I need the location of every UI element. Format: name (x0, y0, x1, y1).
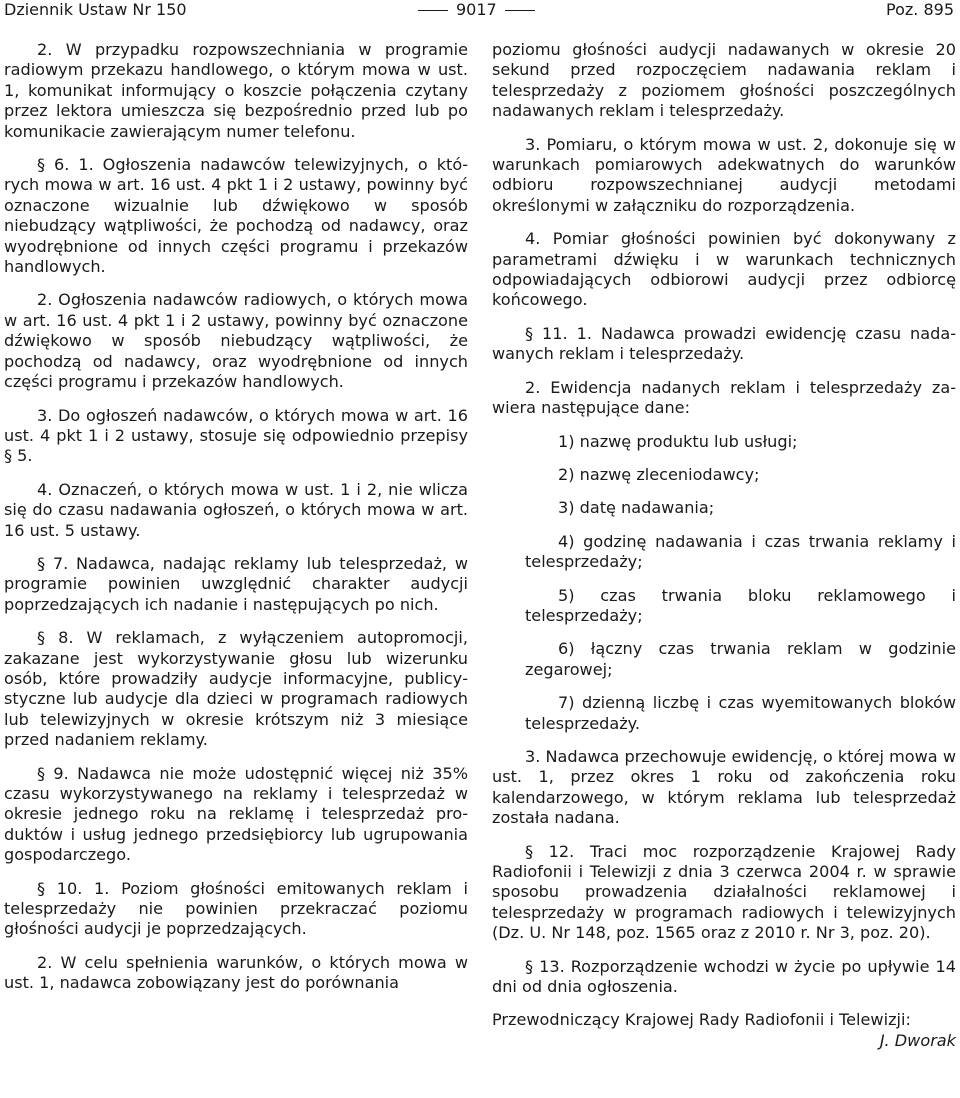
paragraph: § 12. Traci moc rozporządzenie Krajowej Rady Radiofonii i Telewizji z dnia 3 czerwca 2004 r. w sprawie sposobu prowadzenia działalności reklamowej i telesprzedaży w programach radiowych i telewizyjnych (Dz. U. Nr 148, poz. 1565 oraz z 2010 r. Nr 3, poz. 20). (492, 841, 956, 943)
paragraph: § 10. 1. Poziom głośności emitowanych reklam i telesprzedaży nie powinien przekraczać poziomu głośności audycji je poprzedzających. (4, 878, 468, 939)
journal-title: Dziennik Ustaw Nr 150 (4, 0, 187, 19)
page-number: 9017 (456, 0, 497, 19)
paragraph: 2. Ogłoszenia nadawców radiowych, o których mowa w art. 16 ust. 4 pkt 1 i 2 ustawy, powinny być oznaczone dźwiękowo w sposób niebudzący wątpliwości, że pochodzą od nadawcy, oraz wyodrębnione od innych części programu i przekazów handlowych. (4, 290, 468, 392)
paragraph: § 11. 1. Nadawca prowadzi ewidencję czasu nadawanych reklam i telesprzedaży. (492, 323, 956, 364)
list-item: 3) datę nadawania; (558, 498, 715, 518)
paragraph: 3. Pomiaru, o którym mowa w ust. 2, dokonuje się w warunkach pomiarowych adekwatnych do warunków odbioru rozpowszechnianej audycji metodami określonymi w załączniku do rozporządzenia. (492, 134, 956, 215)
signature-name: J. Dworak (879, 1030, 956, 1050)
paragraph: § 8. W reklamach, z wyłączeniem autopromocji, zakazane jest wykorzystywanie głosu lub wizerunku osób, które prowadziły audycje informacyjne, publicystyczne lub audycje dla dzieci w programach radiowych lub telewizyjnych w okresie krótszym niż 3 miesiące przed nadaniem reklamy. (4, 628, 468, 750)
position-number: Poz. 895 (886, 0, 954, 19)
paragraph: 2. W przypadku rozpowszechniania w programie radiowym przekazu handlowego, o którym mowa w ust. 1, komunikat informujący o koszcie połączenia czytany przez lektora umieszcza się bezpośrednio przed lub po komunikacie zawierającym numer telefonu. (4, 40, 468, 141)
page-number-block (410, 0, 543, 20)
paragraph: 2. W celu spełnienia warunków, o których mowa w ust. 1, nadawca zobowiązany jest do porównania (4, 952, 468, 993)
paragraph: § 6. 1. Ogłoszenia nadawców telewizyjnych, o których mowa w art. 16 ust. 4 pkt 1 i 2 ustawy, powinny być oznaczone wizualnie lub dźwiękowo w sposób niebudzący wątpliwości, że pochodzą od nadawcy, oraz wyodrębnione od innych części programu i przekazów handlowych. (4, 155, 468, 277)
list-item: 1) nazwę produktu lub usługi; (558, 431, 798, 451)
paragraph: 4. Pomiar głośności powinien być dokonywany z parametrami dźwięku i w warunkach technicznych odpowiadających odbiorowi audycji przez odbiorcę końcowego. (492, 229, 956, 310)
right-column (492, 40, 956, 1051)
list-item: 5) czas trwania bloku reklamowego i telesprzedaży; (525, 585, 956, 625)
dash-right (505, 10, 535, 11)
list-item: 6) łączny czas trwania reklam w godzinie zegarowej; (525, 639, 956, 679)
list-item: 7) dzienną liczbę i czas wyemitowanych bloków telesprzedaży. (525, 693, 956, 733)
paragraph: 3. Nadawca przechowuje ewidencję, o której mowa w ust. 1, przez okres 1 roku od zakończenia roku kalendarzowego, w którym reklama lub telesprzedaż została nadana. (492, 746, 956, 828)
list-item: 2) nazwę zleceniodawcy; (558, 464, 760, 484)
signature-title: Przewodniczący Krajowej Rady Radiofonii i Telewizji: (492, 1010, 911, 1030)
paragraph: § 7. Nadawca, nadając reklamy lub telesprzedaż, w programie powinien uwzględnić charakter audycji poprzedzających ich nadanie i następujących po nich. (4, 553, 468, 614)
paragraph: poziomu głośności audycji nadawanych w okresie 20 sekund przed rozpoczęciem nadawania reklam i telesprzedaży z poziomem głośności poszczególnych nadawanych reklam i telesprzedaży. (492, 40, 956, 121)
paragraph: § 13. Rozporządzenie wchodzi w życie po upływie 14 dni od dnia ogłoszenia. (492, 956, 956, 997)
paragraph: 2. Ewidencja nadanych reklam i telesprzedaży zawiera następujące dane: (492, 377, 956, 418)
dash-left (418, 10, 448, 11)
page-header (0, 0, 960, 24)
left-column (4, 40, 468, 1007)
data-list (492, 432, 956, 734)
paragraph: 3. Do ogłoszeń nadawców, o których mowa w art. 16 ust. 4 pkt 1 i 2 ustawy, stosuje się odpowiednio przepisy § 5. (4, 405, 468, 466)
paragraph: 4. Oznaczeń, o których mowa w ust. 1 i 2, nie wlicza się do czasu nadawania ogłoszeń, o których mowa w art. 16 ust. 5 ustawy. (4, 479, 468, 540)
paragraph: § 9. Nadawca nie może udostępnić więcej niż 35% czasu wykorzystywanego na reklamy i telesprzedaż w okresie jednego roku na reklamę i telesprzedaż produktów i usług jednego przedsiębiorcy lub ugrupowania gospodarczego. (4, 763, 468, 865)
signature-block (492, 1010, 956, 1051)
list-item: 4) godzinę nadawania i czas trwania reklamy i telesprzedaży; (525, 531, 956, 572)
